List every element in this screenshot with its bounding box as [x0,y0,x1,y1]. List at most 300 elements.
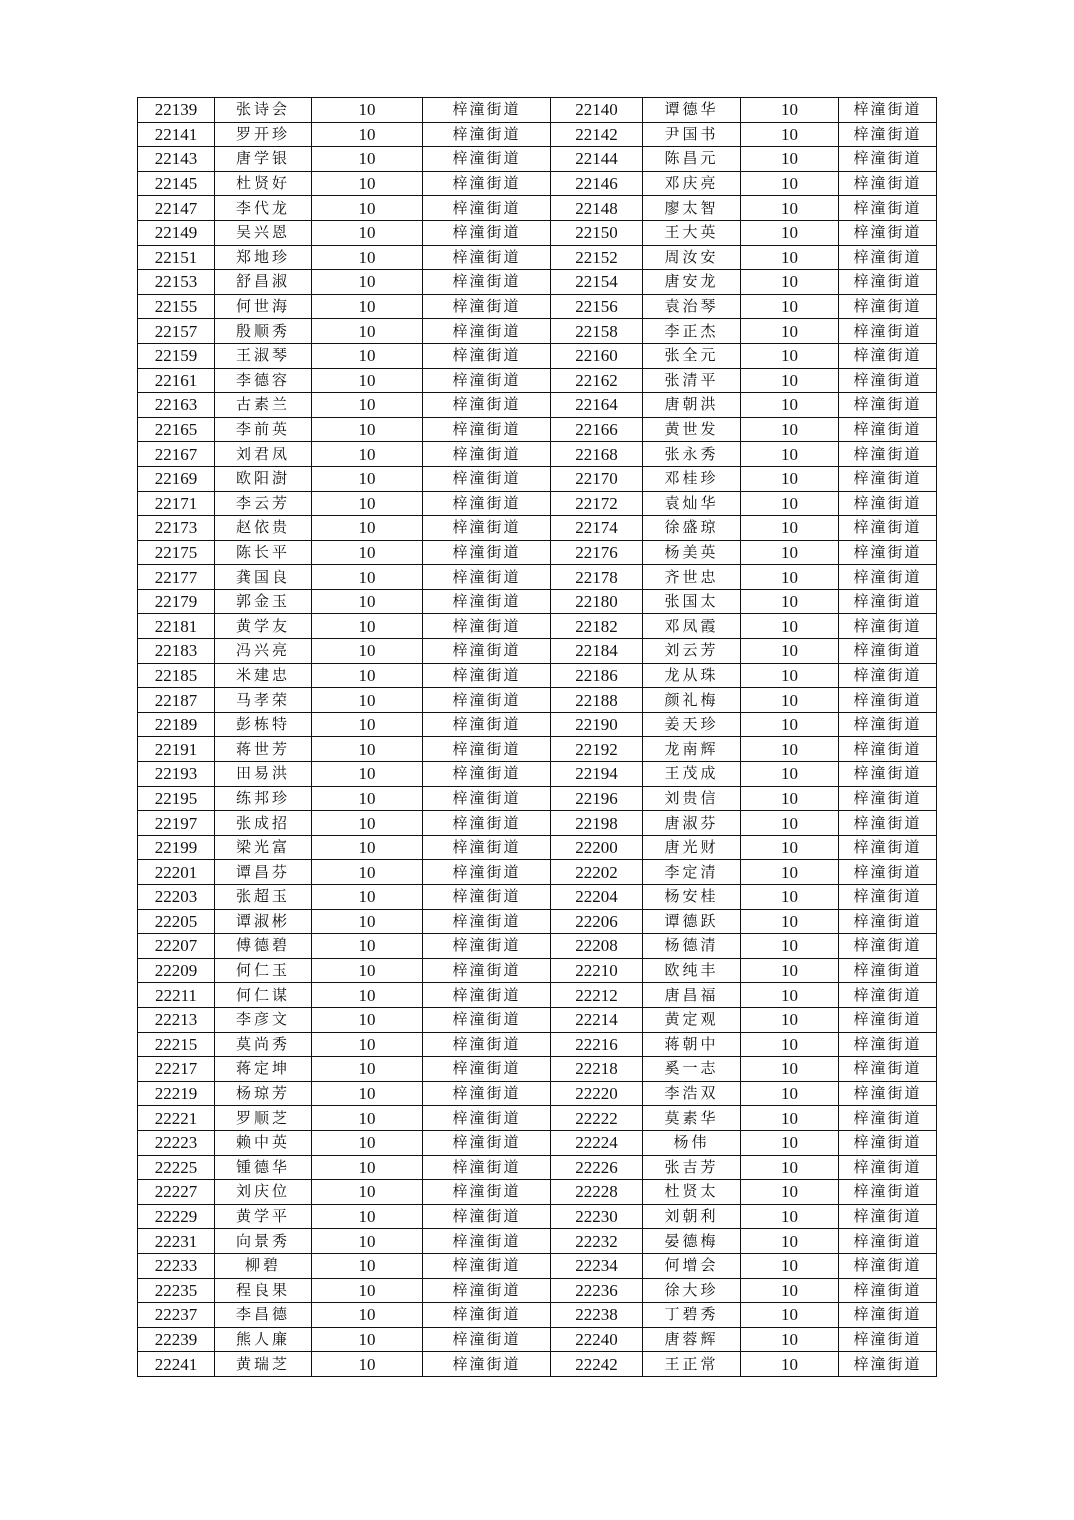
left-id-cell: 22235 [138,1278,215,1303]
table-row [138,1130,937,1155]
table-row [138,1032,937,1057]
left-name-cell: 莫尚秀 [215,1032,312,1057]
left-id-cell: 22141 [138,122,215,147]
right-area-cell: 梓潼街道 [839,540,937,565]
left-id-cell: 22189 [138,712,215,737]
table-row [138,1229,937,1254]
left-amount-cell: 10 [312,294,423,319]
right-name-cell: 龙南辉 [643,737,741,762]
left-id-cell: 22209 [138,958,215,983]
table-row [138,466,937,491]
left-id-cell: 22219 [138,1081,215,1106]
right-area-cell: 梓潼街道 [839,171,937,196]
left-id-cell: 22229 [138,1204,215,1229]
left-area-cell: 梓潼街道 [423,835,551,860]
right-id-cell: 22234 [551,1253,643,1278]
right-name-cell: 杨美英 [643,540,741,565]
left-name-cell: 何仁谋 [215,983,312,1008]
right-amount-cell: 10 [741,319,839,344]
left-id-cell: 22213 [138,1007,215,1032]
right-name-cell: 杨安桂 [643,885,741,910]
table-row [138,958,937,983]
left-id-cell: 22183 [138,639,215,664]
right-amount-cell: 10 [741,835,839,860]
table-row [138,368,937,393]
right-area-cell: 梓潼街道 [839,1057,937,1082]
left-name-cell: 李德容 [215,368,312,393]
left-area-cell: 梓潼街道 [423,122,551,147]
right-name-cell: 邓桂珍 [643,466,741,491]
left-amount-cell: 10 [312,270,423,295]
left-area-cell: 梓潼街道 [423,98,551,123]
table-row [138,1081,937,1106]
right-id-cell: 22242 [551,1352,643,1377]
left-id-cell: 22179 [138,589,215,614]
right-amount-cell: 10 [741,393,839,418]
left-id-cell: 22239 [138,1327,215,1352]
left-area-cell: 梓潼街道 [423,786,551,811]
left-id-cell: 22241 [138,1352,215,1377]
table-row [138,1007,937,1032]
right-area-cell: 梓潼街道 [839,860,937,885]
left-amount-cell: 10 [312,516,423,541]
left-area-cell: 梓潼街道 [423,1204,551,1229]
left-amount-cell: 10 [312,1204,423,1229]
right-amount-cell: 10 [741,516,839,541]
right-amount-cell: 10 [741,368,839,393]
right-id-cell: 22162 [551,368,643,393]
left-amount-cell: 10 [312,393,423,418]
left-name-cell: 李前英 [215,417,312,442]
left-area-cell: 梓潼街道 [423,196,551,221]
right-name-cell: 奚一志 [643,1057,741,1082]
right-id-cell: 22172 [551,491,643,516]
right-id-cell: 22150 [551,220,643,245]
right-area-cell: 梓潼街道 [839,442,937,467]
left-name-cell: 欧阳澍 [215,466,312,491]
right-area-cell: 梓潼街道 [839,983,937,1008]
left-area-cell: 梓潼街道 [423,171,551,196]
right-amount-cell: 10 [741,343,839,368]
left-id-cell: 22151 [138,245,215,270]
right-id-cell: 22182 [551,614,643,639]
right-name-cell: 周汝安 [643,245,741,270]
left-name-cell: 郑地珍 [215,245,312,270]
left-amount-cell: 10 [312,958,423,983]
right-name-cell: 唐光财 [643,835,741,860]
right-id-cell: 22192 [551,737,643,762]
left-amount-cell: 10 [312,540,423,565]
right-name-cell: 刘朝利 [643,1204,741,1229]
right-name-cell: 何增会 [643,1253,741,1278]
left-name-cell: 刘庆位 [215,1180,312,1205]
left-area-cell: 梓潼街道 [423,565,551,590]
right-area-cell: 梓潼街道 [839,466,937,491]
right-area-cell: 梓潼街道 [839,1204,937,1229]
right-name-cell: 刘云芳 [643,639,741,664]
right-id-cell: 22240 [551,1327,643,1352]
left-amount-cell: 10 [312,639,423,664]
left-id-cell: 22153 [138,270,215,295]
right-id-cell: 22224 [551,1130,643,1155]
left-name-cell: 程良果 [215,1278,312,1303]
recipient-table [137,97,937,1377]
right-name-cell: 廖太智 [643,196,741,221]
left-name-cell: 黄学友 [215,614,312,639]
left-amount-cell: 10 [312,1352,423,1377]
left-area-cell: 梓潼街道 [423,147,551,172]
left-amount-cell: 10 [312,762,423,787]
left-area-cell: 梓潼街道 [423,516,551,541]
left-id-cell: 22157 [138,319,215,344]
left-name-cell: 傅德碧 [215,934,312,959]
right-id-cell: 22198 [551,811,643,836]
right-name-cell: 张全元 [643,343,741,368]
right-id-cell: 22184 [551,639,643,664]
table-row [138,270,937,295]
right-amount-cell: 10 [741,589,839,614]
table-row [138,171,937,196]
right-amount-cell: 10 [741,1253,839,1278]
right-name-cell: 邓庆亮 [643,171,741,196]
left-name-cell: 熊人廉 [215,1327,312,1352]
right-area-cell: 梓潼街道 [839,491,937,516]
table-row [138,786,937,811]
left-name-cell: 彭栋特 [215,712,312,737]
right-area-cell: 梓潼街道 [839,1130,937,1155]
left-name-cell: 刘君凤 [215,442,312,467]
left-area-cell: 梓潼街道 [423,958,551,983]
left-area-cell: 梓潼街道 [423,442,551,467]
left-name-cell: 杜贤好 [215,171,312,196]
left-amount-cell: 10 [312,442,423,467]
right-area-cell: 梓潼街道 [839,688,937,713]
right-amount-cell: 10 [741,712,839,737]
right-area-cell: 梓潼街道 [839,196,937,221]
right-name-cell: 颜礼梅 [643,688,741,713]
right-name-cell: 李定清 [643,860,741,885]
right-name-cell: 姜天珍 [643,712,741,737]
left-id-cell: 22207 [138,934,215,959]
right-name-cell: 袁灿华 [643,491,741,516]
left-name-cell: 陈长平 [215,540,312,565]
left-id-cell: 22199 [138,835,215,860]
left-area-cell: 梓潼街道 [423,885,551,910]
right-id-cell: 22202 [551,860,643,885]
right-amount-cell: 10 [741,1180,839,1205]
right-area-cell: 梓潼街道 [839,762,937,787]
right-id-cell: 22164 [551,393,643,418]
right-amount-cell: 10 [741,220,839,245]
left-name-cell: 李彦文 [215,1007,312,1032]
table-row [138,737,937,762]
table-row [138,220,937,245]
right-id-cell: 22204 [551,885,643,910]
right-id-cell: 22230 [551,1204,643,1229]
left-area-cell: 梓潼街道 [423,1106,551,1131]
right-amount-cell: 10 [741,1352,839,1377]
left-amount-cell: 10 [312,1106,423,1131]
right-id-cell: 22238 [551,1303,643,1328]
right-name-cell: 黄定观 [643,1007,741,1032]
left-name-cell: 王淑琴 [215,343,312,368]
table-row [138,860,937,885]
left-id-cell: 22147 [138,196,215,221]
left-amount-cell: 10 [312,220,423,245]
right-area-cell: 梓潼街道 [839,811,937,836]
right-name-cell: 杨德清 [643,934,741,959]
left-id-cell: 22217 [138,1057,215,1082]
right-amount-cell: 10 [741,860,839,885]
right-amount-cell: 10 [741,958,839,983]
table-row [138,1106,937,1131]
left-name-cell: 杨琼芳 [215,1081,312,1106]
left-area-cell: 梓潼街道 [423,1081,551,1106]
left-area-cell: 梓潼街道 [423,1130,551,1155]
right-id-cell: 22166 [551,417,643,442]
right-amount-cell: 10 [741,1278,839,1303]
left-amount-cell: 10 [312,835,423,860]
left-amount-cell: 10 [312,417,423,442]
left-area-cell: 梓潼街道 [423,909,551,934]
right-amount-cell: 10 [741,885,839,910]
right-area-cell: 梓潼街道 [839,1081,937,1106]
right-name-cell: 徐大珍 [643,1278,741,1303]
right-amount-cell: 10 [741,122,839,147]
right-amount-cell: 10 [741,245,839,270]
left-id-cell: 22233 [138,1253,215,1278]
right-amount-cell: 10 [741,639,839,664]
right-name-cell: 张吉芳 [643,1155,741,1180]
left-area-cell: 梓潼街道 [423,1057,551,1082]
left-id-cell: 22155 [138,294,215,319]
left-name-cell: 谭淑彬 [215,909,312,934]
left-id-cell: 22139 [138,98,215,123]
right-area-cell: 梓潼街道 [839,393,937,418]
right-area-cell: 梓潼街道 [839,343,937,368]
left-name-cell: 吴兴恩 [215,220,312,245]
right-area-cell: 梓潼街道 [839,368,937,393]
right-id-cell: 22212 [551,983,643,1008]
left-name-cell: 梁光富 [215,835,312,860]
table-row [138,245,937,270]
table-row [138,885,937,910]
right-amount-cell: 10 [741,466,839,491]
right-area-cell: 梓潼街道 [839,1303,937,1328]
left-amount-cell: 10 [312,663,423,688]
right-amount-cell: 10 [741,811,839,836]
left-area-cell: 梓潼街道 [423,294,551,319]
right-area-cell: 梓潼街道 [839,1352,937,1377]
right-area-cell: 梓潼街道 [839,1327,937,1352]
right-amount-cell: 10 [741,934,839,959]
right-amount-cell: 10 [741,171,839,196]
right-area-cell: 梓潼街道 [839,122,937,147]
left-name-cell: 舒昌淑 [215,270,312,295]
right-area-cell: 梓潼街道 [839,909,937,934]
left-id-cell: 22231 [138,1229,215,1254]
right-name-cell: 龙从珠 [643,663,741,688]
left-area-cell: 梓潼街道 [423,417,551,442]
table-row [138,442,937,467]
left-amount-cell: 10 [312,122,423,147]
right-area-cell: 梓潼街道 [839,319,937,344]
left-amount-cell: 10 [312,1032,423,1057]
left-amount-cell: 10 [312,737,423,762]
left-amount-cell: 10 [312,712,423,737]
right-amount-cell: 10 [741,663,839,688]
right-area-cell: 梓潼街道 [839,589,937,614]
right-name-cell: 刘贵信 [643,786,741,811]
left-area-cell: 梓潼街道 [423,466,551,491]
right-amount-cell: 10 [741,565,839,590]
left-id-cell: 22167 [138,442,215,467]
left-id-cell: 22223 [138,1130,215,1155]
right-name-cell: 谭德华 [643,98,741,123]
right-id-cell: 22218 [551,1057,643,1082]
right-amount-cell: 10 [741,442,839,467]
left-amount-cell: 10 [312,688,423,713]
right-amount-cell: 10 [741,1032,839,1057]
right-amount-cell: 10 [741,1130,839,1155]
left-amount-cell: 10 [312,983,423,1008]
table-row [138,1180,937,1205]
right-area-cell: 梓潼街道 [839,98,937,123]
left-area-cell: 梓潼街道 [423,712,551,737]
right-amount-cell: 10 [741,1081,839,1106]
right-amount-cell: 10 [741,294,839,319]
right-name-cell: 邓凤霞 [643,614,741,639]
left-name-cell: 田易洪 [215,762,312,787]
left-amount-cell: 10 [312,1327,423,1352]
left-name-cell: 罗顺芝 [215,1106,312,1131]
right-area-cell: 梓潼街道 [839,147,937,172]
left-name-cell: 张成招 [215,811,312,836]
right-id-cell: 22214 [551,1007,643,1032]
left-name-cell: 米建忠 [215,663,312,688]
left-id-cell: 22163 [138,393,215,418]
table-row [138,196,937,221]
right-amount-cell: 10 [741,1204,839,1229]
left-id-cell: 22227 [138,1180,215,1205]
right-area-cell: 梓潼街道 [839,516,937,541]
table-row [138,811,937,836]
left-name-cell: 古素兰 [215,393,312,418]
left-id-cell: 22175 [138,540,215,565]
left-name-cell: 谭昌芬 [215,860,312,885]
left-id-cell: 22195 [138,786,215,811]
left-amount-cell: 10 [312,368,423,393]
left-name-cell: 柳碧 [215,1253,312,1278]
left-id-cell: 22211 [138,983,215,1008]
left-amount-cell: 10 [312,786,423,811]
right-name-cell: 唐淑芬 [643,811,741,836]
right-id-cell: 22178 [551,565,643,590]
left-amount-cell: 10 [312,1057,423,1082]
right-name-cell: 唐安龙 [643,270,741,295]
left-amount-cell: 10 [312,934,423,959]
left-name-cell: 李代龙 [215,196,312,221]
left-name-cell: 李云芳 [215,491,312,516]
table-row [138,98,937,123]
right-name-cell: 李正杰 [643,319,741,344]
table-row [138,614,937,639]
left-area-cell: 梓潼街道 [423,639,551,664]
right-name-cell: 黄世发 [643,417,741,442]
left-area-cell: 梓潼街道 [423,860,551,885]
right-id-cell: 22180 [551,589,643,614]
left-name-cell: 冯兴亮 [215,639,312,664]
right-amount-cell: 10 [741,909,839,934]
right-area-cell: 梓潼街道 [839,1106,937,1131]
left-area-cell: 梓潼街道 [423,762,551,787]
left-area-cell: 梓潼街道 [423,983,551,1008]
right-amount-cell: 10 [741,614,839,639]
left-amount-cell: 10 [312,1278,423,1303]
right-amount-cell: 10 [741,1057,839,1082]
right-amount-cell: 10 [741,270,839,295]
left-amount-cell: 10 [312,343,423,368]
right-id-cell: 22194 [551,762,643,787]
left-name-cell: 何世海 [215,294,312,319]
right-name-cell: 王茂成 [643,762,741,787]
left-name-cell: 何仁玉 [215,958,312,983]
left-amount-cell: 10 [312,196,423,221]
right-id-cell: 22148 [551,196,643,221]
right-id-cell: 22188 [551,688,643,713]
right-name-cell: 蒋朝中 [643,1032,741,1057]
right-id-cell: 22142 [551,122,643,147]
table-row [138,1303,937,1328]
right-id-cell: 22158 [551,319,643,344]
right-id-cell: 22222 [551,1106,643,1131]
right-area-cell: 梓潼街道 [839,934,937,959]
right-amount-cell: 10 [741,688,839,713]
right-amount-cell: 10 [741,737,839,762]
left-amount-cell: 10 [312,1303,423,1328]
left-area-cell: 梓潼街道 [423,1327,551,1352]
left-name-cell: 张诗会 [215,98,312,123]
table-row [138,835,937,860]
right-id-cell: 22146 [551,171,643,196]
right-id-cell: 22220 [551,1081,643,1106]
right-area-cell: 梓潼街道 [839,1278,937,1303]
table-row [138,393,937,418]
right-area-cell: 梓潼街道 [839,565,937,590]
right-name-cell: 徐盛琼 [643,516,741,541]
left-id-cell: 22171 [138,491,215,516]
right-area-cell: 梓潼街道 [839,614,937,639]
left-amount-cell: 10 [312,466,423,491]
right-name-cell: 李浩双 [643,1081,741,1106]
left-area-cell: 梓潼街道 [423,934,551,959]
left-name-cell: 赖中英 [215,1130,312,1155]
table-row [138,1352,937,1377]
left-id-cell: 22191 [138,737,215,762]
right-amount-cell: 10 [741,417,839,442]
right-name-cell: 丁碧秀 [643,1303,741,1328]
left-id-cell: 22201 [138,860,215,885]
right-name-cell: 陈昌元 [643,147,741,172]
left-name-cell: 罗开珍 [215,122,312,147]
left-id-cell: 22169 [138,466,215,491]
right-area-cell: 梓潼街道 [839,712,937,737]
left-amount-cell: 10 [312,1130,423,1155]
table-row [138,909,937,934]
right-name-cell: 唐蓉辉 [643,1327,741,1352]
right-amount-cell: 10 [741,1327,839,1352]
right-amount-cell: 10 [741,540,839,565]
